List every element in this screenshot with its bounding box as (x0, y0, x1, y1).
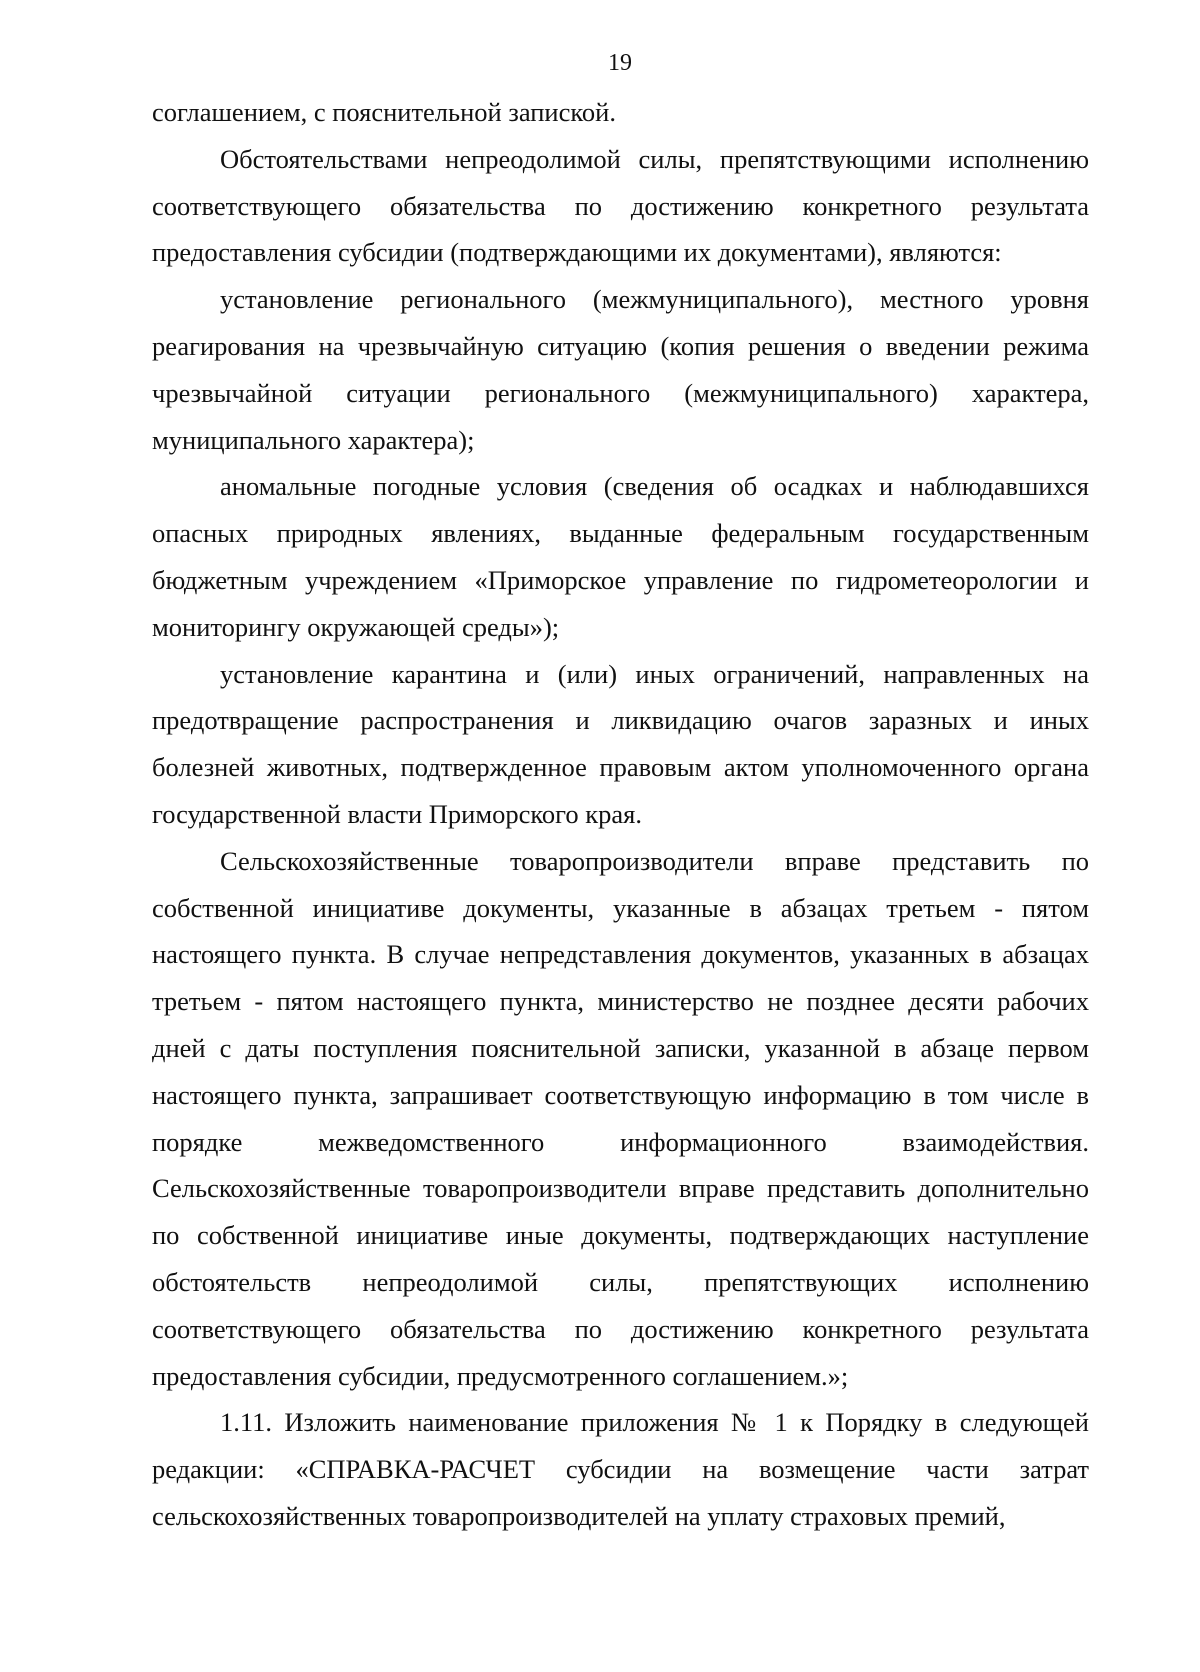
document-body (152, 89, 1089, 1540)
paragraph-producers-documents: Сельскохозяйственные товаропроизводители вправе представить по собственной инициативе документы, указанные в абзацах третьем - пятом настоящего пункта. В случае непредставления документов, указанных в абзацах третьем - пятом настоящего пункта, министерство не позднее десяти рабочих дней с даты поступления пояснительной записки, указанной в абзаце первом настоящего пункта, запрашивает соответствующую информацию в том числе в порядке межведомственного информационного взаимодействия. Сельскохозяйственные товаропроизводители вправе представить дополнительно по собственной инициативе иные документы, подтверждающих наступление обстоятельств непреодолимой силы, препятствующих исполнению соответствующего обязательства по достижению конкретного результата предоставления субсидии, предусмотренного соглашением.»; (152, 845, 1089, 1391)
paragraph-quarantine: установление карантина и (или) иных ограничений, направленных на предотвращение распространения и ликвидацию очагов заразных и иных болезней животных, подтвержденное правовым актом уполномоченного органа государственной власти Приморского края. (152, 658, 1089, 829)
page-number: 19 (608, 50, 632, 76)
paragraph-continuation: соглашением, с пояснительной запиской. (152, 97, 616, 127)
paragraph-emergency-level: установление регионального (межмуниципального), местного уровня реагирования на чрезвычайную ситуацию (копия решения о введении режима чрезвычайной ситуации регионального (межмуниципального) характера, муниципального характера); (152, 284, 1089, 455)
paragraph-item-1-11: 1.11. Изложить наименование приложения № 1 к Порядку в следующей редакции: «СПРАВКА-РАСЧЕТ субсидии на возмещение части затрат сельскохозяйственных товаропроизводителей на уплату страховых премий, (152, 1407, 1089, 1531)
paragraph-weather-conditions: аномальные погодные условия (сведения об осадках и наблюдавшихся опасных природных явлениях, выданные федеральным государственным бюджетным учреждением «Приморское управление по гидрометеорологии и мониторингу окружающей среды»); (152, 471, 1089, 642)
paragraph-force-majeure-intro: Обстоятельствами непреодолимой силы, препятствующими исполнению соответствующего обязательства по достижению конкретного результата предоставления субсидии (подтверждающими их документами), являются: (152, 143, 1089, 268)
